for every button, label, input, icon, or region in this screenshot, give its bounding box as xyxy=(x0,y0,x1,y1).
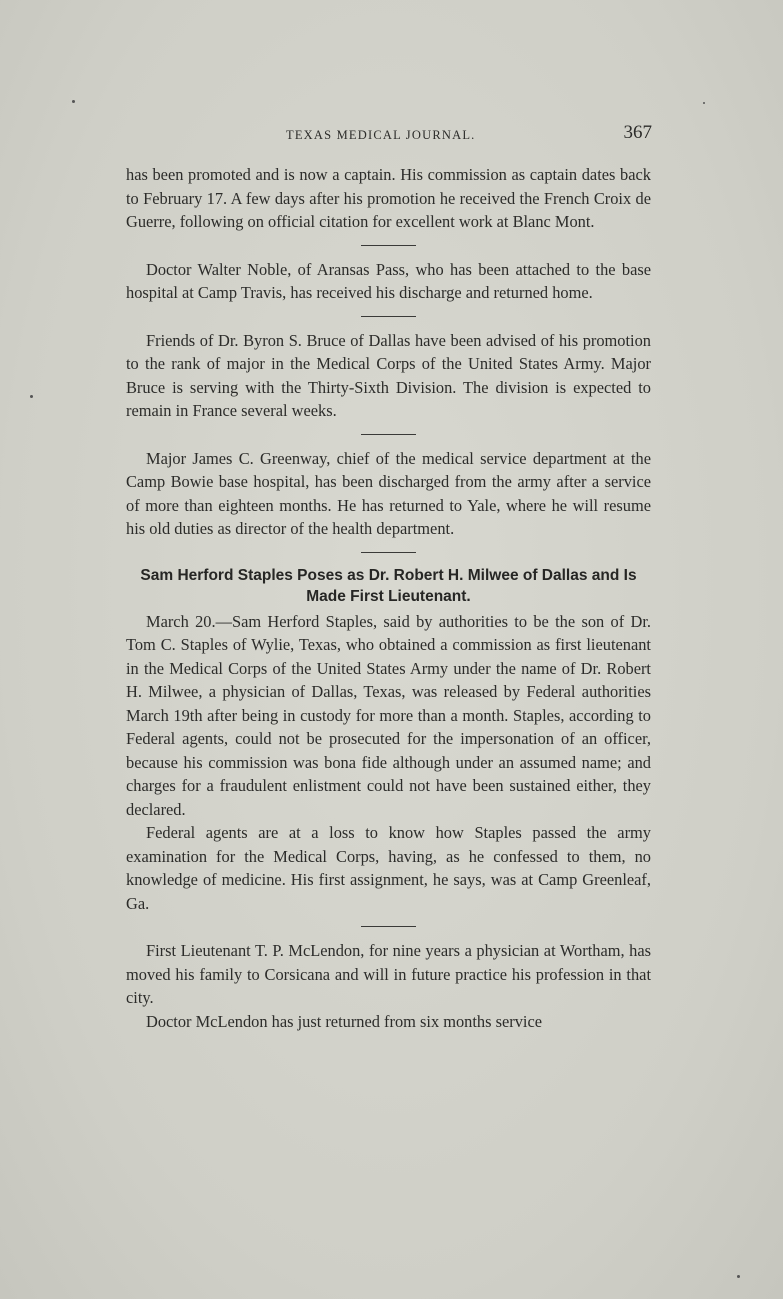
paragraph-staples-examination: Federal agents are at a loss to know how Staples passed the army examination for the Medical Corps, having, as he confessed to them, no knowledge of medicine. His first assignment, he says, was at Camp Greenleaf, Ga. xyxy=(126,823,651,913)
section-divider xyxy=(361,434,416,435)
article-body xyxy=(126,163,651,1033)
paragraph-greenway-promotion-continued: has been promoted and is now a captain. His commission as captain dates back to February 17. A few days after his promotion he received the French Croix de Guerre, following on official citation for excellent work at Blanc Mont. xyxy=(126,165,651,231)
paragraph-walter-noble: Doctor Walter Noble, of Aransas Pass, who has been attached to the base hospital at Camp Travis, has received his discharge and returned home. xyxy=(126,259,651,302)
section-divider xyxy=(361,245,416,246)
section-divider xyxy=(361,316,416,317)
section-divider xyxy=(361,552,416,553)
page-header xyxy=(126,122,656,150)
page-number: 367 xyxy=(623,122,652,143)
paper-speck xyxy=(703,102,705,104)
paragraph-staples-release: March 20.—Sam Herford Staples, said by authorities to be the son of Dr. Tom C. Staples of Wylie, Texas, who obtained a commission as first lieutenant in the Medical Corps of the United States Army under the name of Dr. Robert H. Milwee, a physician of Dallas, Texas, was released by Federal authorities March 19th after being in custody for more than a month. Staples, according to Federal agents, could not be prosecuted for the impersonation of an officer, because his commission was bona fide although under an assumed name; and charges for a fraudulent enlistment could not have been sustained either, they declared. xyxy=(126,611,651,819)
paper-speck xyxy=(737,1275,740,1278)
paragraph-mclendon-move: First Lieutenant T. P. McLendon, for nine years a physician at Wortham, has moved his family to Corsicana and will in future practice his profession in that city. xyxy=(126,941,651,1007)
section-divider xyxy=(361,926,416,927)
paragraph-byron-bruce: Friends of Dr. Byron S. Bruce of Dallas have been advised of his promotion to the rank of major in the Medical Corps of the United States Army. Major Bruce is serving with the Thirty-Sixth Division. The division is expected to remain in France several weeks. xyxy=(126,330,651,420)
paper-speck xyxy=(72,100,75,103)
paragraph-mclendon-return: Doctor McLendon has just returned from six months service xyxy=(146,1011,543,1031)
running-title: TEXAS MEDICAL JOURNAL. xyxy=(286,128,476,142)
paper-speck xyxy=(30,395,33,398)
article-headline: Sam Herford Staples Poses as Dr. Robert H. Milwee of Dallas and Is Made First Lieutenant. xyxy=(140,566,637,605)
paragraph-james-greenway: Major James C. Greenway, chief of the medical service department at the Camp Bowie base hospital, has been discharged from the army after a service of more than eighteen months. He has returned to Yale, where he will resume his old duties as director of the health department. xyxy=(126,448,651,538)
